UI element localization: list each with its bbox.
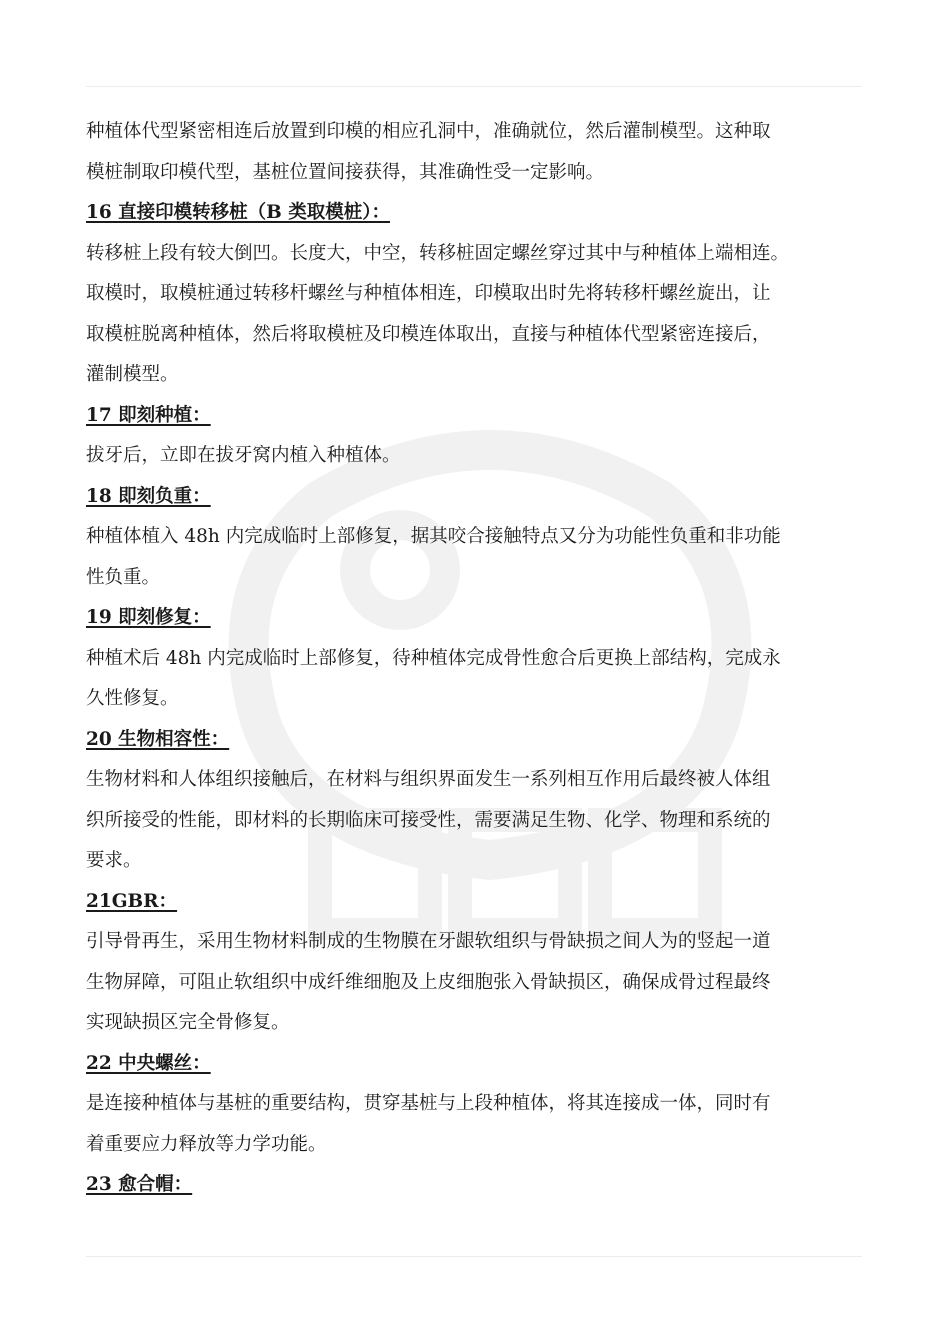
section-heading bbox=[86, 1165, 876, 1206]
section-heading bbox=[86, 477, 876, 518]
section-heading bbox=[86, 193, 876, 234]
paragraph-line: 转移桩上段有较大倒凹。长度大，中空，转移桩固定螺丝穿过其中与种植体上端相连。 bbox=[86, 242, 790, 264]
section-heading-text: 23 愈合帽： bbox=[86, 1174, 193, 1195]
paragraph-line: 种植体植入 48h 内完成临时上部修复，据其咬合接触特点又分为功能性负重和非功能 bbox=[86, 526, 781, 547]
section-heading bbox=[86, 882, 876, 923]
page-footer-rule bbox=[86, 1256, 862, 1257]
section-heading bbox=[86, 1044, 876, 1085]
section-heading-text: 21GBR： bbox=[86, 890, 178, 912]
section-heading-text: 18 即刻负重： bbox=[86, 485, 211, 507]
paragraph-line: 久性修复。 bbox=[86, 688, 179, 709]
section-heading-text: 17 即刻种植： bbox=[86, 404, 211, 426]
page-header-rule bbox=[86, 86, 862, 87]
paragraph-line: 种植体代型紧密相连后放置到印模的相应孔洞中，准确就位，然后灌制模型。这种取 bbox=[86, 121, 771, 142]
paragraph-line: 取模时，取模桩通过转移杆螺丝与种植体相连，印模取出时先将转移杆螺丝旋出，让 bbox=[86, 283, 771, 304]
section-heading bbox=[86, 720, 876, 761]
section-heading-text: 22 中央螺丝： bbox=[86, 1052, 211, 1074]
paragraph-line: 引导骨再生，采用生物材料制成的生物膜在牙龈软组织与骨缺损之间人为的竖起一道 bbox=[86, 931, 771, 952]
paragraph-line: 性负重。 bbox=[86, 566, 161, 588]
paragraph-line: 模桩制取印模代型，基桩位置间接获得，其准确性受一定影响。 bbox=[86, 161, 605, 183]
section-heading-text: 20 生物相容性： bbox=[86, 728, 230, 750]
paragraph-line: 生物材料和人体组织接触后，在材料与组织界面发生一系列相互作用后最终被人体组 bbox=[86, 769, 771, 790]
paragraph-line: 着重要应力释放等力学功能。 bbox=[86, 1133, 327, 1155]
section-heading bbox=[86, 396, 876, 437]
paragraph-line: 实现缺损区完全骨修复。 bbox=[86, 1012, 290, 1033]
section-heading-text: 16 直接印模转移桩（B 类取模桩）： bbox=[86, 202, 391, 223]
paragraph-line: 要求。 bbox=[86, 850, 142, 871]
paragraph-line: 种植术后 48h 内完成临时上部修复，待种植体完成骨性愈合后更换上部结构，完成永 bbox=[86, 647, 781, 669]
section-heading-text: 19 即刻修复： bbox=[86, 607, 211, 628]
document-body bbox=[86, 112, 876, 1206]
section-heading bbox=[86, 598, 876, 639]
paragraph-line: 织所接受的性能，即材料的长期临床可接受性，需要满足生物、化学、物理和系统的 bbox=[86, 809, 771, 831]
paragraph-line: 灌制模型。 bbox=[86, 364, 179, 385]
paragraph-line: 生物屏障，可阻止软组织中成纤维细胞及上皮细胞张入骨缺损区，确保成骨过程最终 bbox=[86, 971, 771, 993]
paragraph-line: 拔牙后，立即在拔牙窝内植入种植体。 bbox=[86, 445, 401, 466]
paragraph-line: 是连接种植体与基桩的重要结构，贯穿基桩与上段种植体，将其连接成一体，同时有 bbox=[86, 1093, 771, 1114]
paragraph-line: 取模桩脱离种植体，然后将取模桩及印模连体取出，直接与种植体代型紧密连接后， bbox=[86, 323, 771, 345]
